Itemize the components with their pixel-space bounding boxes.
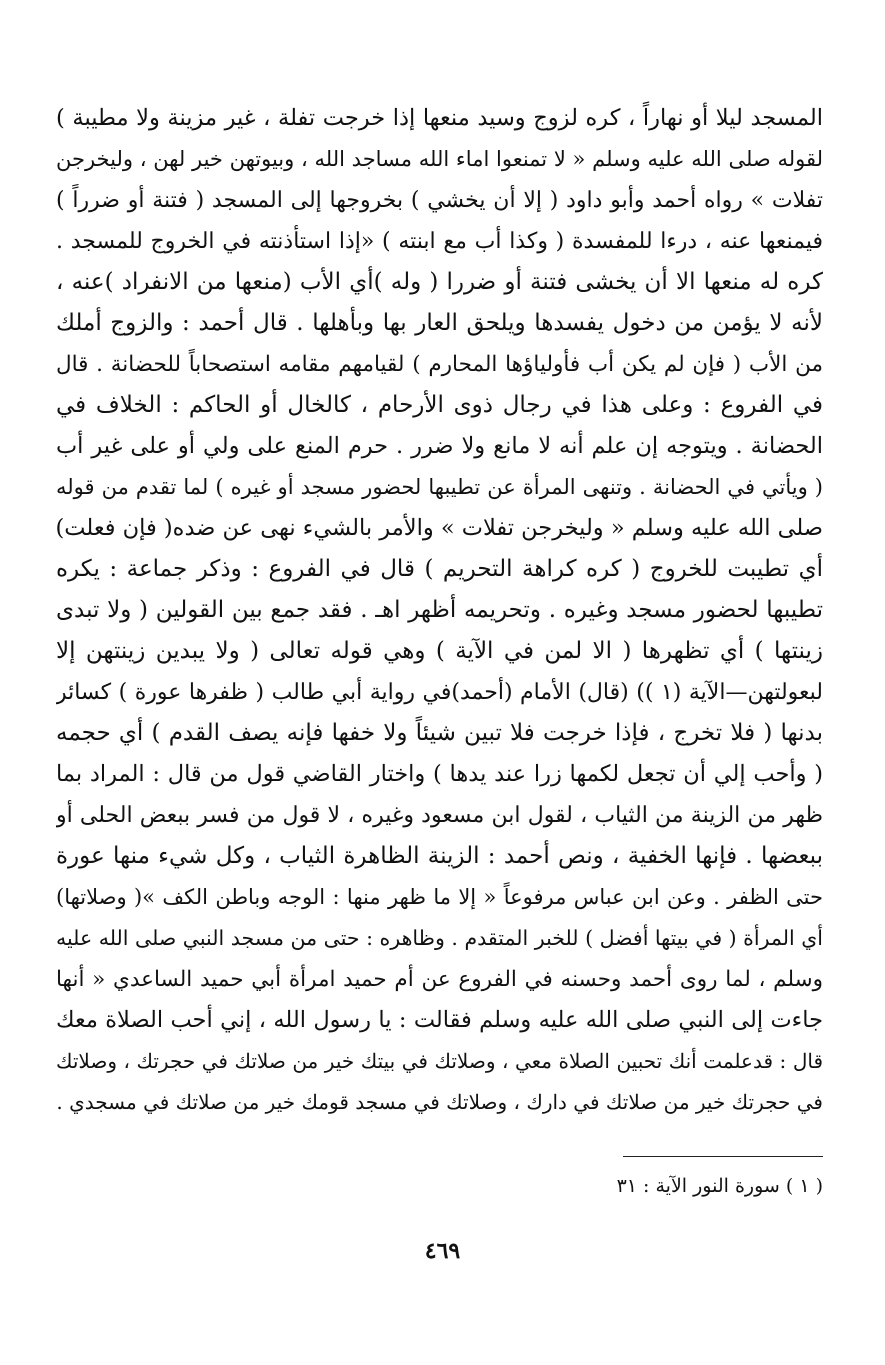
text-line: ( ويأتي في الحضانة . وتنهى المرأة عن تطيبها لحضور مسجد أو غيره ) لما تقدم من قوله — [56, 475, 823, 499]
text-line: المسجد ليلا أو نهاراً ، كره لزوج وسيد منعها إذا خرجت تفلة ، غير مزينة ولا مطيبة ) — [56, 105, 823, 131]
text-line: قال : قدعلمت أنك تحبين الصلاة معي ، وصلاتك في بيتك خير من صلاتك في حجرتك ، وصلاتك — [56, 1049, 823, 1073]
footnote-divider — [623, 1156, 823, 1157]
text-line: من الأب ( فإن لم يكن أب فأولياؤها المحارم ) لقيامهم مقامه استصحاباً للحضانة . قال — [56, 352, 823, 377]
text-line: فيمنعها عنه ، درءا للمفسدة ( وكذا أب مع ابنته ) «إذا استأذنته في الخروج للمسجد . — [56, 229, 823, 254]
text-line: تفلات » رواه أحمد وأبو داود ( إلا أن يخشي ) بخروجها إلى المسجد ( فتنة أو ضرراً ) — [56, 188, 823, 213]
text-line: لبعولتهن—الآية (١ )) (قال) الأمام (أحمد)في رواية أبي طالب ( ظفرها عورة ) كسائر — [56, 680, 823, 705]
text-line: في الفروع : وعلى هذا في رجال ذوى الأرحام ، كالخال أو الحاكم : الخلاف في — [56, 392, 823, 418]
text-line: ببعضها . فإنها الخفية ، ونص أحمد : الزينة الظاهرة الثياب ، وكل شيء منها عورة — [56, 843, 823, 869]
text-line: بدنها ( فلا تخرج ، فإذا خرجت فلا تبين شيئاً ولا خفها فإنه يصف القدم ) أي حجمه — [56, 720, 823, 746]
text-line: كره له منعها الا أن يخشى فتنة أو ضررا ( وله )أي الأب (منعها من الانفراد )عنه ، — [56, 269, 823, 295]
text-line: صلى الله عليه وسلم « وليخرجن تفلات » والأمر بالشيء نهى عن ضده( فإن فعلت) — [56, 515, 823, 541]
text-line: ظهر من الزينة من الثياب ، لقول ابن مسعود وغيره ، لا قول من فسر ببعض الحلى أو — [56, 803, 823, 828]
text-line: لأنه لا يؤمن من دخول يفسدها ويلحق العار بها وبأهلها . قال أحمد : والزوج أملك — [56, 310, 823, 336]
text-line: أي تطيبت للخروج ( كره كراهة التحريم ) قال في الفروع : وذكر جماعة : يكره — [56, 556, 823, 582]
text-line: في حجرتك خير من صلاتك في دارك ، وصلاتك في مسجد قومك خير من صلاتك في مسجدي . — [56, 1090, 823, 1114]
body-text — [56, 98, 823, 1123]
text-line: تطيبها لحضور مسجد وغيره . وتحريمه أظهر اهـ . فقد جمع بين القولين ( ولا تبدى — [56, 597, 823, 623]
text-line: لقوله صلى الله عليه وسلم « لا تمنعوا اماء الله مساجد الله ، وبيوتهن خير لهن ، وليخرجن — [56, 147, 823, 171]
text-line: ( وأحب إلي أن تجعل لكمها زرا عند يدها ) واختار القاضي قول من قال : المراد بما — [56, 761, 823, 787]
text-line: وسلم ، لما روى أحمد وحسنه في الفروع عن أم حميد امرأة أبي حميد الساعدي « أنها — [56, 967, 823, 992]
text-line: أي المرأة ( في بيتها أفضل ) للخبر المتقدم . وظاهره : حتى من مسجد النبي صلى الله عليه — [56, 926, 823, 950]
footnote: ( ١ ) سورة النور الآية : ٣١ — [616, 1175, 823, 1197]
text-line: حتى الظفر . وعن ابن عباس مرفوعاً « إلا ما ظهر منها : الوجه وباطن الكف »( وصلاتها) — [56, 885, 823, 909]
text-line: زينتها ) أي تظهرها ( الا لمن في الآية ) وهي قوله تعالى ( ولا يبدين زينتهن إلا — [56, 638, 823, 664]
page-number: ٤٦٩ — [424, 1238, 461, 1264]
text-line: الحضانة . ويتوجه إن علم أنه لا مانع ولا ضرر . حرم المنع على ولي أو على غير أب — [56, 433, 823, 459]
text-line: جاءت إلى النبي صلى الله عليه وسلم فقالت : يا رسول الله ، إني أحب الصلاة معك — [56, 1007, 823, 1033]
